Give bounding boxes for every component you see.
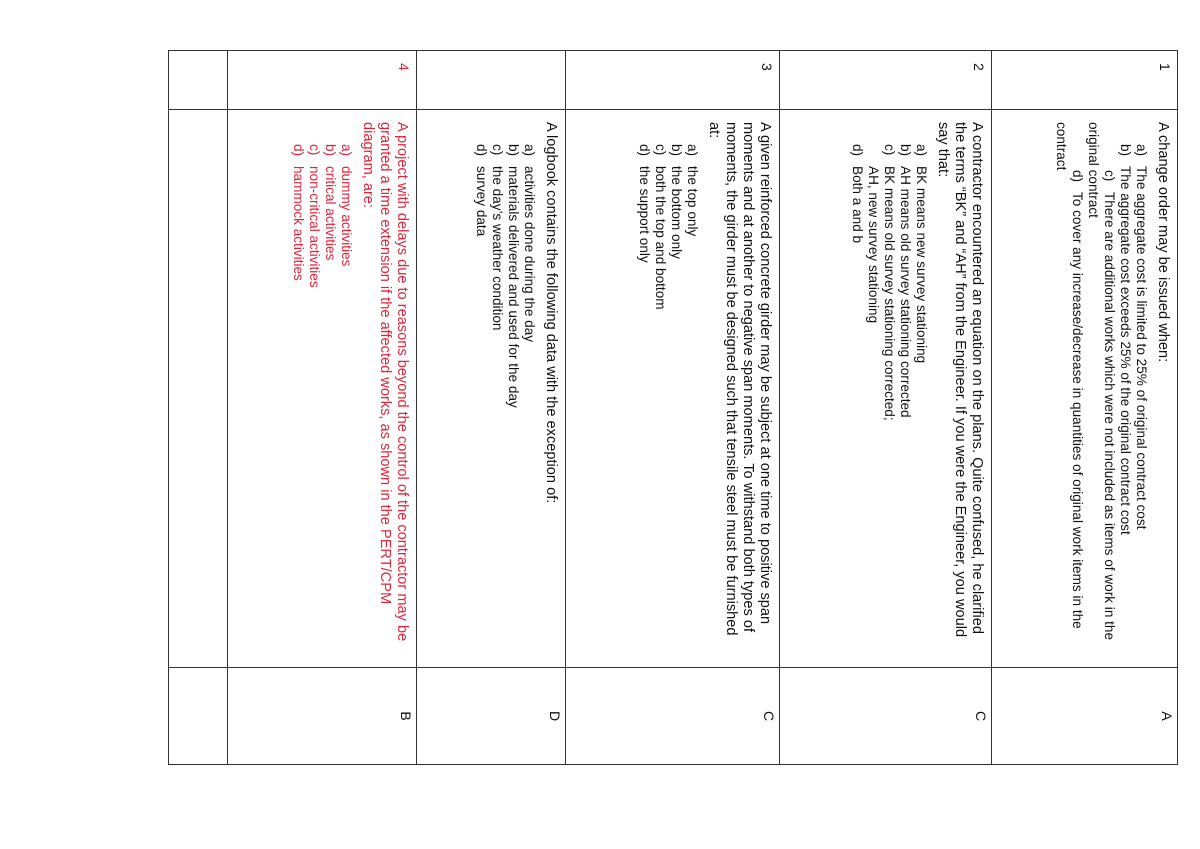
choice-text: To cover any increase/decrease in quantities of original work items in the <box>1070 192 1085 629</box>
choice-list <box>473 122 537 655</box>
choice-letter: b) <box>668 144 684 157</box>
choice-text: There are additional works which were not included as items of work in the <box>1102 192 1117 641</box>
choice-text: survey data <box>473 166 489 237</box>
choice-list <box>849 122 929 655</box>
choice-text: the bottom only <box>668 166 684 259</box>
choice-item <box>881 122 897 655</box>
choice-letter: b) <box>1118 144 1133 157</box>
question-body <box>992 110 1178 668</box>
choice-continuation <box>1053 122 1069 655</box>
answer-cell <box>779 668 991 765</box>
answer-key: A <box>1159 711 1175 721</box>
table-row <box>992 51 1178 765</box>
answer-cell <box>417 668 566 765</box>
choice-letter: b) <box>898 144 914 157</box>
choice-text: activities done during the day <box>521 166 537 343</box>
question-number: 1 <box>992 51 1178 110</box>
question-text: A change order may be issued when: <box>1155 122 1171 363</box>
choice-letter: c) <box>652 144 668 156</box>
question-number <box>417 51 566 110</box>
choice-text: AH means old survey stationing corrected <box>898 166 914 418</box>
choice-item <box>489 122 505 655</box>
answer-key: D <box>546 710 563 722</box>
question-text: A given reinforced concrete girder may be subject at one time to positive span moments and at another to negative span moments. To withstand both types of moments, the girder must be designed such that tensile steel must be furnished at: <box>705 122 773 636</box>
answer-cell <box>228 668 417 765</box>
choice-letter: c) <box>882 144 898 156</box>
choice-text: hammock activities <box>291 166 307 281</box>
choice-item <box>306 122 322 655</box>
choice-letter: c) <box>307 144 323 156</box>
answer-key: B <box>398 711 415 721</box>
table-row <box>779 51 991 765</box>
choice-item <box>1101 122 1117 655</box>
question-text: A project with delays due to reasons beyond the control of the contractor may be granted a time extension if the affected works, as shown in the PERT/CPM diagram, are: <box>360 122 411 642</box>
choice-text: BK means old survey stationing corrected; <box>882 166 898 421</box>
question-text: A logbook contains the following data with the exception of: <box>542 122 559 504</box>
choice-text: the day’s weather condition <box>489 166 505 331</box>
question-body <box>417 110 566 668</box>
choice-list <box>1053 122 1149 655</box>
choice-item <box>473 122 489 655</box>
answer-key: C <box>760 710 777 722</box>
choice-item <box>1133 122 1149 655</box>
choice-list <box>636 122 700 655</box>
choice-letter: b) <box>505 144 521 157</box>
choice-item <box>338 122 354 655</box>
choice-text: original contract <box>1086 122 1101 218</box>
answer-key: C <box>973 710 990 722</box>
question-body <box>779 110 991 668</box>
question-number: 4 <box>228 51 417 110</box>
choice-item <box>897 122 913 655</box>
choice-text: the top only <box>684 166 700 237</box>
choice-letter: a) <box>521 144 537 157</box>
choice-letter: d) <box>473 144 489 157</box>
question-text: A contractor encountered an equation on the plans. Quite confused, he clarified the terms “BK” and “AH” from the Engineer. If you were the Engineer, you would say that: <box>935 122 986 638</box>
choice-letter: a) <box>1134 144 1149 157</box>
table-row-empty <box>169 51 228 765</box>
choice-text: dummy activities <box>339 166 355 267</box>
question-table <box>168 50 1178 765</box>
choice-text: the support only <box>636 166 652 263</box>
choice-letter: a) <box>684 144 700 157</box>
choice-list <box>290 122 354 655</box>
choice-continuation <box>1085 122 1101 655</box>
choice-letter: d) <box>291 144 307 157</box>
choice-text: BK means new survey stationing <box>914 166 930 364</box>
choice-letter: d) <box>850 144 866 157</box>
choice-letter: a) <box>339 144 355 157</box>
table-row <box>417 51 566 765</box>
choice-item <box>684 122 700 655</box>
choice-text: contract <box>1054 122 1069 171</box>
choice-continuation <box>865 122 881 655</box>
choice-item <box>1117 122 1133 655</box>
answer-cell <box>565 668 779 765</box>
choice-text: Both a and b <box>850 166 866 244</box>
empty-cell <box>169 668 228 765</box>
table-row <box>565 51 779 765</box>
choice-letter: c) <box>489 144 505 156</box>
choice-item <box>913 122 929 655</box>
question-body <box>565 110 779 668</box>
choice-item <box>668 122 684 655</box>
choice-letter: b) <box>323 144 339 157</box>
choice-text: The aggregate cost is limited to 25% of original contract cost <box>1134 166 1149 530</box>
choice-item <box>652 122 668 655</box>
choice-text: materials delivered and used for the day <box>505 166 521 408</box>
question-number: 3 <box>565 51 779 110</box>
choice-letter: d) <box>1070 170 1085 183</box>
choice-letter: a) <box>914 144 930 157</box>
choice-item <box>636 122 652 655</box>
choice-item <box>1069 122 1085 655</box>
choice-item <box>322 122 338 655</box>
choice-item <box>849 122 865 655</box>
choice-letter: c) <box>1102 170 1117 182</box>
choice-text: The aggregate cost exceeds 25% of the original contract cost <box>1118 166 1133 535</box>
answer-cell <box>992 668 1178 765</box>
empty-cell <box>169 110 228 668</box>
choice-letter: d) <box>636 144 652 157</box>
empty-cell <box>169 51 228 110</box>
question-number: 2 <box>779 51 991 110</box>
choice-item <box>521 122 537 655</box>
choice-text: critical activities <box>323 166 339 261</box>
choice-text: AH, new survey stationing <box>866 166 882 324</box>
choice-text: both the top and bottom <box>652 166 668 310</box>
question-body <box>228 110 417 668</box>
choice-text: non-critical activities <box>307 166 323 288</box>
choice-item <box>290 122 306 655</box>
choice-item <box>505 122 521 655</box>
table-row <box>228 51 417 765</box>
